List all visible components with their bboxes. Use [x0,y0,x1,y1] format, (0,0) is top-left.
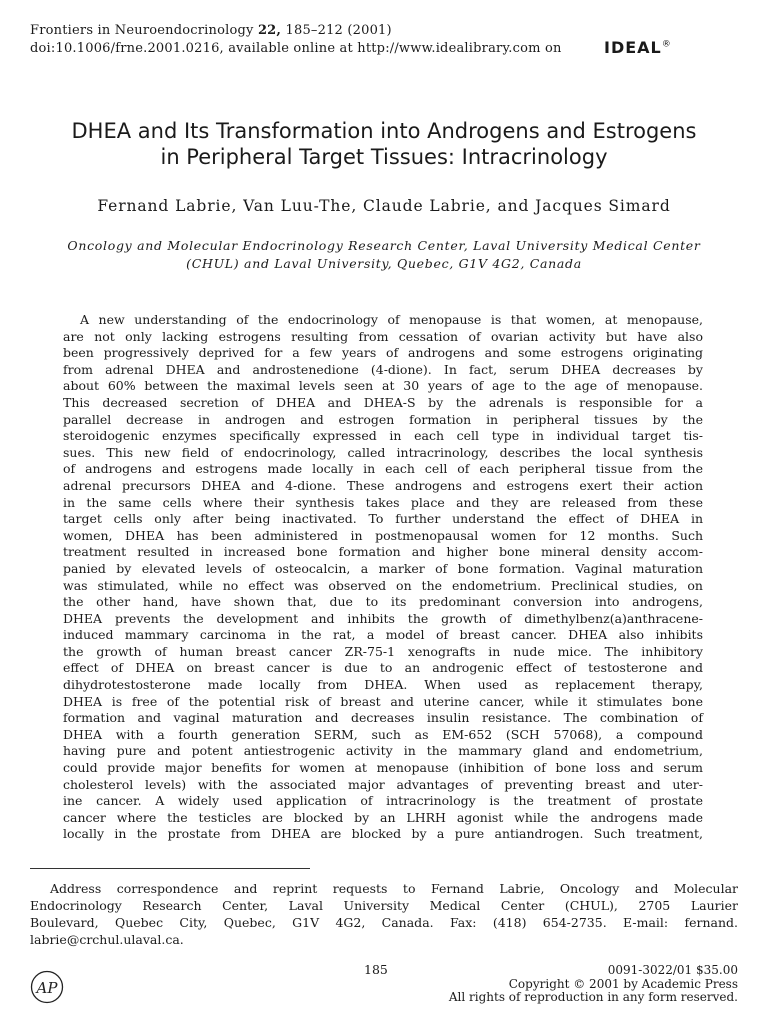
affiliation-line-1: Oncology and Molecular Endocrinology Research Center, Laval University Medical Center [67,238,701,253]
correspondence-footnote [30,880,738,948]
abstract-line: parallel decrease in androgen and estrogen formation in peripheral tissues by the [63,411,703,427]
academic-press-logo-text: AP [36,979,58,997]
abstract-line: cancer where the testicles are blocked by an LHRH agonist while the androgens made [63,809,703,825]
academic-press-logo [30,970,64,1004]
registered-mark: ® [661,39,672,50]
abstract-line: DHEA with a fourth generation SERM, such as EM-652 (SCH 57068), a compound [63,726,703,742]
affiliation [40,237,728,273]
abstract-line: DHEA is free of the potential risk of breast and uterine cancer, while it stimulates bone [63,693,703,709]
journal-citation [30,22,690,40]
rights-line: All rights of reproduction in any form reserved. [448,990,738,1004]
journal-name: Frontiers in Neuroendocrinology [30,23,254,38]
affiliation-line-2: (CHUL) and Laval University, Quebec, G1V 4G2, Canada [186,256,582,271]
abstract-line: the growth of human breast cancer ZR-75-1 xenografts in nude mice. The inhibitory [63,643,703,659]
abstract-line: formation and vaginal maturation and decreases insulin resistance. The combination of [63,710,703,726]
abstract-line: adrenal precursors DHEA and 4-dione. These androgens and estrogens exert their action [63,477,703,493]
abstract-line: of androgens and estrogens made locally in each cell of each peripheral tissue from the [63,461,703,477]
doi-line: doi:10.1006/frne.2001.0216, available online at http://www.idealibrary.com on [30,41,562,56]
journal-pages: 185–212 (2001) [285,23,392,38]
abstract-line: the other hand, have shown that, due to its predominant conversion into androgens, [63,594,703,610]
title-line-1: DHEA and Its Transformation into Androgens and Estrogens [71,119,697,143]
abstract-line: having pure and potent antiestrogenic activity in the mammary gland and endometrium, [63,743,703,759]
footnote-line: labrie@crchul.ulaval.ca. [30,932,184,947]
abstract-line: This decreased secretion of DHEA and DHEA-S by the adrenals is responsible for a [63,394,703,410]
abstract-line: about 60% between the maximal levels seen at 30 years of age to the age of menopause. [63,378,703,394]
abstract-line: treatment resulted in increased bone formation and higher bone mineral density accom- [63,544,703,560]
abstract-line: DHEA prevents the development and inhibits the growth of dimethylbenz(a)anthracene- [63,610,703,626]
footnote-divider [30,868,310,869]
footnote-line: Endocrinology Research Center, Laval University Medical Center (CHUL), 2705 Laurier [30,898,738,913]
abstract-line: from adrenal DHEA and androstenedione (4-dione). In fact, serum DHEA decreases by [63,361,703,377]
abstract-line: dihydrotestosterone made locally from DHEA. When used as replacement therapy, [63,677,703,693]
journal-volume: 22, [257,23,282,38]
abstract-line: steroidogenic enzymes specifically expressed in each cell type in individual target tis- [63,428,703,444]
abstract-line: ine cancer. A widely used application of intracrinology is the treatment of prostate [63,793,703,809]
abstract-line: induced mammary carcinoma in the rat, a model of breast cancer. DHEA also inhibits [63,627,703,643]
journal-header [30,22,690,58]
article-title [40,118,728,170]
abstract-line: effect of DHEA on breast cancer is due to an androgenic effect of testosterone and [63,660,703,676]
abstract-line: panied by elevated levels of osteocalcin, a marker of bone formation. Vaginal maturation [63,560,703,576]
title-line-2: in Peripheral Target Tissues: Intracrinology [160,145,608,169]
abstract-line: target cells only after being inactivated. To further understand the effect of DHEA in [63,511,703,527]
author-list: Fernand Labrie, Van Luu-The, Claude Labrie, and Jacques Simard [97,197,671,215]
page-number: 185 [364,962,388,977]
abstract-line: cholesterol levels) with the associated major advantages of preventing breast and uter- [63,776,703,792]
issn-price: 0091-3022/01 $35.00 [607,963,738,977]
ideal-logo-text: IDEAL [604,38,662,57]
abstract-line: women, DHEA has been administered in postmenopausal women for 12 months. Such [63,527,703,543]
abstract-line: are not only lacking estrogens resulting from cessation of ovarian activity but have also [63,328,703,344]
footnote-line: Boulevard, Quebec City, Quebec, G1V 4G2, Canada. Fax: (418) 654-2735. E-mail: fernand. [30,915,738,930]
abstract [63,312,703,843]
abstract-line: been progressively deprived for a few years of androgens and some estrogens originating [63,345,703,361]
ideal-logo [604,38,672,57]
copyright-line: Copyright © 2001 by Academic Press [508,976,738,991]
abstract-line: in the same cells where their synthesis takes place and they are released from these [63,494,703,510]
abstract-line: sues. This new field of endocrinology, called intracrinology, describes the local synthesis [63,444,703,460]
abstract-line: could provide major benefits for women at menopause (inhibition of bone loss and serum [63,760,703,776]
abstract-line: was stimulated, while no effect was observed on the endometrium. Preclinical studies, on [63,577,703,593]
footnote-line: Address correspondence and reprint requests to Fernand Labrie, Oncology and Molecular [50,881,738,896]
abstract-line: A new understanding of the endocrinology of menopause is that women, at menopause, [80,312,703,327]
abstract-line: locally in the prostate from DHEA are blocked by a pure antiandrogen. Such treatment, [63,826,703,842]
copyright-block [378,964,738,1005]
